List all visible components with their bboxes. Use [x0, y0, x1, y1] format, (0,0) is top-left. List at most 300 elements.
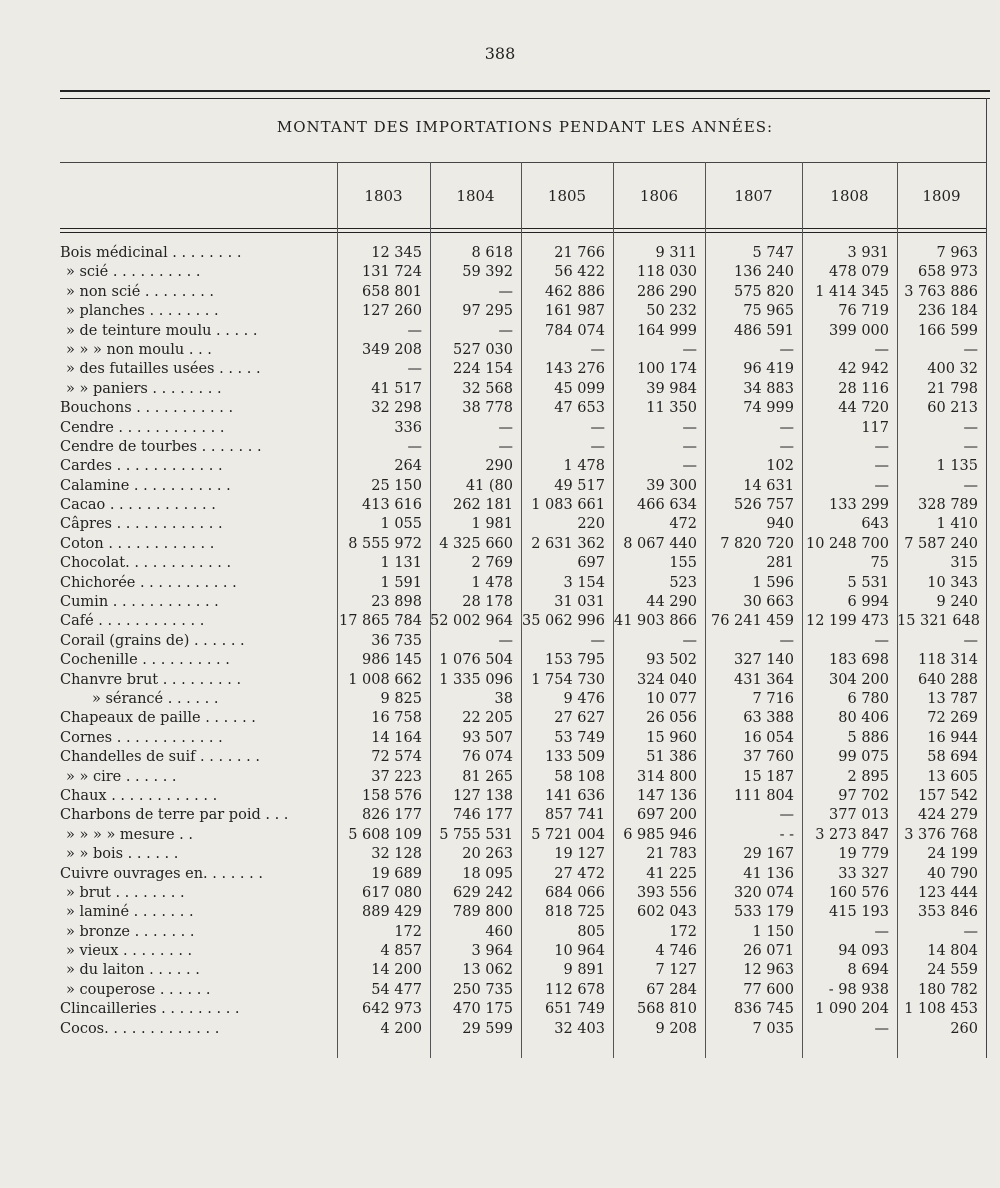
row-label: » laminé . . . . . . .: [66, 904, 194, 921]
row-label: » » » non moulu . . .: [66, 341, 212, 358]
value-cell: 161 987: [545, 303, 605, 320]
table-row: [0, 496, 1000, 515]
value-cell: 36 735: [371, 632, 422, 649]
value-cell: 41 903 866: [613, 613, 697, 630]
value-cell: 746 177: [453, 807, 513, 824]
value-cell: 315: [950, 555, 978, 572]
value-cell: 80 406: [838, 710, 889, 727]
row-label: » planches . . . . . . . .: [66, 303, 219, 320]
value-cell: 478 079: [829, 264, 889, 281]
value-cell: 262 181: [453, 497, 513, 514]
value-cell: 1 076 504: [439, 652, 513, 669]
value-cell: 224 154: [453, 361, 513, 378]
value-cell: 986 145: [362, 652, 422, 669]
value-cell: 21 783: [646, 846, 697, 863]
value-cell: 32 298: [371, 400, 422, 417]
row-label: Cendre de tourbes . . . . . . .: [60, 438, 262, 455]
value-cell: 9 311: [655, 245, 697, 261]
table-row: [0, 419, 1000, 438]
value-cell: 20 263: [462, 846, 513, 863]
value-cell: 286 290: [637, 283, 697, 300]
value-cell: 3 964: [471, 943, 513, 960]
value-cell: 94 093: [838, 943, 889, 960]
value-cell: —: [874, 458, 889, 475]
value-cell: 147 136: [637, 787, 697, 804]
value-cell: 136 240: [734, 264, 794, 281]
table-row: [0, 341, 1000, 360]
value-cell: 39 300: [646, 477, 697, 494]
value-cell: —: [963, 632, 978, 649]
value-cell: 462 886: [545, 283, 605, 300]
value-cell: 24 559: [927, 962, 978, 979]
value-cell: 16 054: [743, 729, 794, 746]
table-row: [0, 574, 1000, 593]
table-row: [0, 923, 1000, 942]
value-cell: 393 556: [637, 884, 697, 901]
value-cell: 37 223: [371, 768, 422, 785]
value-cell: 643: [861, 516, 889, 533]
value-cell: 5 721 004: [531, 826, 605, 843]
value-cell: 33 327: [838, 865, 889, 882]
table-row: [0, 322, 1000, 341]
row-label: Bois médicinal . . . . . . . .: [60, 245, 242, 261]
value-cell: 697 200: [637, 807, 697, 824]
value-cell: 264: [394, 458, 422, 475]
row-label: » » » » mesure . .: [66, 826, 193, 843]
value-cell: 40 790: [927, 865, 978, 882]
value-cell: 8 694: [847, 962, 889, 979]
value-cell: 7 820 720: [720, 535, 794, 552]
value-cell: 30 663: [743, 594, 794, 611]
value-cell: 111 804: [734, 787, 794, 804]
value-cell: 324 040: [637, 671, 697, 688]
value-cell: —: [498, 283, 513, 300]
table-row: [0, 748, 1000, 767]
row-label: Cochenille . . . . . . . . . .: [60, 652, 230, 669]
data-table: [0, 244, 1000, 1039]
row-label: Chapeaux de paille . . . . . .: [60, 710, 256, 727]
value-cell: 472: [669, 516, 697, 533]
value-cell: 13 062: [462, 962, 513, 979]
value-cell: 260: [950, 1020, 978, 1037]
value-cell: 44 290: [646, 594, 697, 611]
value-cell: 7 587 240: [904, 535, 978, 552]
value-cell: 10 343: [927, 574, 978, 591]
value-cell: 9 208: [655, 1020, 697, 1037]
row-label: » brut . . . . . . . .: [66, 884, 185, 901]
year-header: 1803: [364, 187, 403, 205]
value-cell: 424 279: [918, 807, 978, 824]
value-cell: 1 090 204: [815, 1001, 889, 1018]
value-cell: 51 386: [646, 749, 697, 766]
value-cell: 320 074: [734, 884, 794, 901]
value-cell: 526 757: [734, 497, 794, 514]
value-cell: 486 591: [734, 322, 794, 339]
value-cell: 5 747: [752, 245, 794, 261]
value-cell: 684 066: [545, 884, 605, 901]
value-cell: —: [874, 1020, 889, 1037]
value-cell: —: [590, 419, 605, 436]
row-label: » » paniers . . . . . . . .: [66, 380, 222, 397]
value-cell: 651 749: [545, 1001, 605, 1018]
table-row: [0, 1020, 1000, 1039]
row-label: Chanvre brut . . . . . . . . .: [60, 671, 242, 688]
row-label: » de teinture moulu . . . . .: [66, 322, 258, 339]
value-cell: 75 965: [743, 303, 794, 320]
value-cell: 5 608 109: [348, 826, 422, 843]
value-cell: 76 074: [462, 749, 513, 766]
year-header: 1807: [734, 187, 773, 205]
value-cell: 415 193: [829, 904, 889, 921]
value-cell: 45 099: [554, 380, 605, 397]
table-row: [0, 612, 1000, 631]
value-cell: 10 077: [646, 690, 697, 707]
row-label: » vieux . . . . . . . .: [66, 943, 193, 960]
row-label: » des futailles usées . . . . .: [66, 361, 261, 378]
value-cell: —: [779, 438, 794, 455]
table-row: [0, 438, 1000, 457]
table-row: [0, 283, 1000, 302]
value-cell: 1 478: [471, 574, 513, 591]
year-header: 1805: [547, 187, 587, 205]
value-cell: 658 973: [918, 264, 978, 281]
row-label: Chocolat. . . . . . . . . . . .: [60, 555, 232, 572]
value-cell: 53 749: [554, 729, 605, 746]
table-row: [0, 826, 1000, 845]
value-cell: —: [682, 419, 697, 436]
value-cell: 6 780: [847, 690, 889, 707]
value-cell: —: [590, 341, 605, 358]
value-cell: 575 820: [734, 283, 794, 300]
value-cell: —: [407, 438, 422, 455]
table-row: [0, 787, 1000, 806]
table-row: [0, 554, 1000, 573]
row-label: Bouchons . . . . . . . . . . .: [60, 400, 234, 417]
value-cell: 18 095: [462, 865, 513, 882]
value-cell: 29 167: [743, 846, 794, 863]
value-cell: 93 507: [462, 729, 513, 746]
value-cell: 75: [870, 555, 889, 572]
value-cell: —: [874, 923, 889, 940]
value-cell: 21 798: [927, 380, 978, 397]
table-row: [0, 903, 1000, 922]
value-cell: 11 350: [646, 400, 697, 417]
value-cell: 15 960: [646, 729, 697, 746]
value-cell: 328 789: [918, 497, 978, 514]
value-cell: —: [963, 923, 978, 940]
value-cell: —: [963, 341, 978, 358]
table-row: [0, 845, 1000, 864]
table-row: [0, 399, 1000, 418]
value-cell: 16 944: [927, 729, 978, 746]
value-cell: 1 131: [380, 555, 422, 572]
value-cell: 102: [766, 458, 794, 475]
value-cell: 96 419: [743, 361, 794, 378]
value-cell: 39 984: [646, 380, 697, 397]
value-cell: 117: [861, 419, 889, 436]
value-cell: —: [407, 322, 422, 339]
row-label: Calamine . . . . . . . . . . .: [60, 477, 231, 494]
header-top-rule: [60, 162, 986, 163]
value-cell: 2 895: [847, 768, 889, 785]
value-cell: 857 741: [545, 807, 605, 824]
value-cell: 133 299: [829, 497, 889, 514]
table-row: [0, 690, 1000, 709]
value-cell: 629 242: [453, 884, 513, 901]
value-cell: 81 265: [462, 768, 513, 785]
table-row: [0, 380, 1000, 399]
value-cell: 15 321 648: [897, 613, 981, 630]
value-cell: —: [779, 341, 794, 358]
value-cell: —: [498, 419, 513, 436]
value-cell: - 98 938: [828, 981, 889, 998]
value-cell: 49 517: [554, 477, 605, 494]
table-row: [0, 671, 1000, 690]
value-cell: 523: [669, 574, 697, 591]
value-cell: 460: [485, 923, 513, 940]
table-title: MONTANT DES IMPORTATIONS PENDANT LES ANNÉES:: [276, 118, 774, 136]
value-cell: 940: [766, 516, 794, 533]
value-cell: —: [498, 438, 513, 455]
value-cell: 38 778: [462, 400, 513, 417]
value-cell: 16 758: [371, 710, 422, 727]
row-label: Coton . . . . . . . . . . . .: [60, 535, 215, 552]
value-cell: 4 200: [380, 1020, 422, 1037]
value-cell: —: [779, 632, 794, 649]
value-cell: 60 213: [927, 400, 978, 417]
value-cell: 836 745: [734, 1001, 794, 1018]
value-cell: 19 779: [838, 846, 889, 863]
value-cell: 37 760: [743, 749, 794, 766]
value-cell: 9 476: [563, 690, 605, 707]
header-bottom-rule: [60, 228, 986, 233]
value-cell: 14 631: [743, 477, 794, 494]
year-header-row: [0, 187, 1000, 207]
value-cell: 72 574: [371, 749, 422, 766]
value-cell: 3 763 886: [904, 283, 978, 300]
value-cell: 44 720: [838, 400, 889, 417]
value-cell: —: [779, 807, 794, 824]
value-cell: 1 055: [380, 516, 422, 533]
value-cell: 7 716: [752, 690, 794, 707]
value-cell: 76 241 459: [710, 613, 794, 630]
row-label: » du laiton . . . . . .: [66, 962, 200, 979]
value-cell: 26 071: [743, 943, 794, 960]
value-cell: 1 135: [936, 458, 978, 475]
value-cell: 789 800: [453, 904, 513, 921]
value-cell: 41 225: [646, 865, 697, 882]
value-cell: 13 605: [927, 768, 978, 785]
value-cell: 100 174: [637, 361, 697, 378]
value-cell: 28 116: [838, 380, 889, 397]
value-cell: 143 276: [545, 361, 605, 378]
row-label: Cocos. . . . . . . . . . . . .: [60, 1020, 220, 1037]
value-cell: 127 138: [453, 787, 513, 804]
value-cell: 58 694: [927, 749, 978, 766]
value-cell: 1 008 662: [348, 671, 422, 688]
row-label: Cardes . . . . . . . . . . . .: [60, 458, 223, 475]
value-cell: 805: [577, 923, 605, 940]
year-header: 1806: [639, 187, 679, 205]
value-cell: 58 108: [554, 768, 605, 785]
value-cell: 1 150: [752, 923, 794, 940]
value-cell: 431 364: [734, 671, 794, 688]
value-cell: 9 891: [563, 962, 605, 979]
value-cell: 281: [766, 555, 794, 572]
value-cell: 2 631 362: [531, 535, 605, 552]
value-cell: 1 596: [752, 574, 794, 591]
value-cell: 164 999: [637, 322, 697, 339]
value-cell: 3 376 768: [904, 826, 978, 843]
value-cell: 1 754 730: [531, 671, 605, 688]
value-cell: —: [498, 632, 513, 649]
value-cell: 9 240: [936, 594, 978, 611]
value-cell: 67 284: [646, 981, 697, 998]
page-number: 388: [484, 44, 516, 63]
value-cell: 5 886: [847, 729, 889, 746]
table-row: [0, 1000, 1000, 1019]
value-cell: 29 599: [462, 1020, 513, 1037]
value-cell: 28 178: [462, 594, 513, 611]
table-row: [0, 884, 1000, 903]
value-cell: 93 502: [646, 652, 697, 669]
value-cell: 818 725: [545, 904, 605, 921]
value-cell: 10 248 700: [805, 535, 889, 552]
row-label: Chichorée . . . . . . . . . . .: [60, 574, 237, 591]
value-cell: 32 568: [462, 380, 513, 397]
table-row: [0, 981, 1000, 1000]
value-cell: —: [498, 322, 513, 339]
value-cell: 470 175: [453, 1001, 513, 1018]
row-label: » » bois . . . . . .: [66, 846, 179, 863]
value-cell: 5 531: [847, 574, 889, 591]
row-label: Corail (grains de) . . . . . .: [60, 632, 245, 649]
value-cell: 158 576: [362, 787, 422, 804]
table-row: [0, 942, 1000, 961]
value-cell: 27 627: [554, 710, 605, 727]
row-label: Chandelles de suif . . . . . . .: [60, 749, 260, 766]
table-row: [0, 806, 1000, 825]
value-cell: 160 576: [829, 884, 889, 901]
value-cell: 12 345: [371, 245, 422, 261]
table-row: [0, 457, 1000, 476]
value-cell: 527 030: [453, 341, 513, 358]
value-cell: 290: [485, 458, 513, 475]
table-row: [0, 768, 1000, 787]
value-cell: 12 963: [743, 962, 794, 979]
value-cell: 3 273 847: [815, 826, 889, 843]
value-cell: 133 509: [545, 749, 605, 766]
value-cell: 32 403: [554, 1020, 605, 1037]
value-cell: —: [407, 361, 422, 378]
value-cell: 353 846: [918, 904, 978, 921]
value-cell: 336: [394, 419, 422, 436]
value-cell: 42 942: [838, 361, 889, 378]
value-cell: 826 177: [362, 807, 422, 824]
value-cell: 97 702: [838, 787, 889, 804]
value-cell: 123 444: [918, 884, 978, 901]
value-cell: —: [963, 438, 978, 455]
table-row: [0, 593, 1000, 612]
value-cell: 32 128: [371, 846, 422, 863]
value-cell: 59 392: [462, 264, 513, 281]
value-cell: 466 634: [637, 497, 697, 514]
value-cell: 19 689: [371, 865, 422, 882]
row-label: Charbons de terre par poid . . .: [60, 807, 289, 824]
table-row: [0, 651, 1000, 670]
value-cell: 118 314: [918, 652, 978, 669]
value-cell: 236 184: [918, 303, 978, 320]
row-label: Cornes . . . . . . . . . . . .: [60, 729, 223, 746]
value-cell: 8 555 972: [348, 535, 422, 552]
value-cell: 153 795: [545, 652, 605, 669]
value-cell: 3 931: [847, 245, 889, 261]
value-cell: 1 981: [471, 516, 513, 533]
value-cell: —: [682, 341, 697, 358]
value-cell: 34 883: [743, 380, 794, 397]
value-cell: 413 616: [362, 497, 422, 514]
value-cell: 99 075: [838, 749, 889, 766]
value-cell: 399 000: [829, 322, 889, 339]
value-cell: 304 200: [829, 671, 889, 688]
row-label: Câpres . . . . . . . . . . . .: [60, 516, 223, 533]
top-double-rule: [60, 90, 990, 99]
value-cell: 72 269: [927, 710, 978, 727]
value-cell: 77 600: [743, 981, 794, 998]
value-cell: 1 108 453: [904, 1001, 978, 1018]
value-cell: 658 801: [362, 283, 422, 300]
value-cell: —: [682, 458, 697, 475]
table-row: [0, 535, 1000, 554]
value-cell: 6 994: [847, 594, 889, 611]
value-cell: 14 200: [371, 962, 422, 979]
value-cell: —: [963, 477, 978, 494]
value-cell: 26 056: [646, 710, 697, 727]
year-header: 1809: [922, 187, 961, 205]
value-cell: 35 062 996: [521, 613, 605, 630]
table-row: [0, 515, 1000, 534]
value-cell: —: [874, 341, 889, 358]
value-cell: 10 964: [554, 943, 605, 960]
value-cell: 24 199: [927, 846, 978, 863]
value-cell: 118 030: [637, 264, 697, 281]
value-cell: 7 963: [936, 245, 978, 261]
value-cell: 568 810: [637, 1001, 697, 1018]
value-cell: 54 477: [371, 981, 422, 998]
value-cell: 50 232: [646, 303, 697, 320]
value-cell: 172: [394, 923, 422, 940]
value-cell: 640 288: [918, 671, 978, 688]
value-cell: 4 325 660: [439, 535, 513, 552]
value-cell: 63 388: [743, 710, 794, 727]
value-cell: 14 804: [927, 943, 978, 960]
value-cell: 183 698: [829, 652, 889, 669]
value-cell: 172: [669, 923, 697, 940]
value-cell: 41 517: [371, 380, 422, 397]
value-cell: —: [590, 632, 605, 649]
value-cell: 1 335 096: [439, 671, 513, 688]
value-cell: 7 035: [752, 1020, 794, 1037]
value-cell: 112 678: [545, 981, 605, 998]
value-cell: 166 599: [918, 322, 978, 339]
table-row: [0, 360, 1000, 379]
table-row: [0, 729, 1000, 748]
value-cell: 47 653: [554, 400, 605, 417]
row-label: Cumin . . . . . . . . . . . .: [60, 594, 219, 611]
table-row: [0, 709, 1000, 728]
value-cell: 22 205: [462, 710, 513, 727]
value-cell: 697: [577, 555, 605, 572]
